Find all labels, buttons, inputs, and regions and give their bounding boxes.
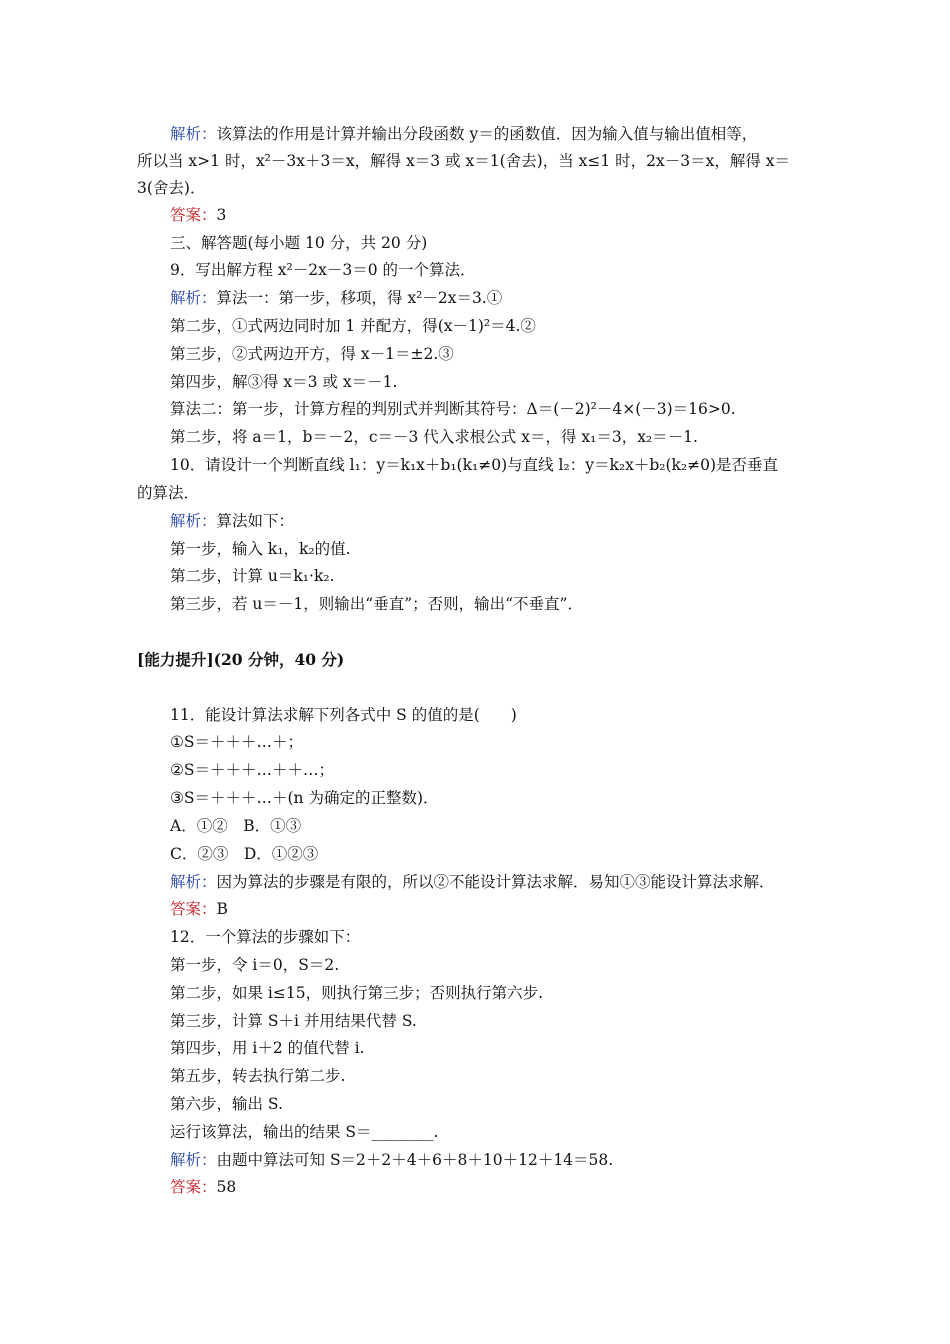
question-9 <box>170 260 476 280</box>
analysis-label: 解析： <box>170 1151 217 1169</box>
answer-line <box>170 205 226 225</box>
section-heading <box>170 233 427 253</box>
analysis-label: 解析： <box>170 512 217 530</box>
line-text: 算法如下： <box>216 512 295 530</box>
analysis-label: 解析： <box>170 873 217 891</box>
line-text: 9．写出解方程 x²－2x－3＝0 的一个算法． <box>170 261 476 279</box>
answer-value: B <box>216 900 228 918</box>
line-text: 第二步，将 a＝1，b＝－2，c＝－3 代入求根公式 x＝，得 x₁＝3，x₂＝－1. <box>170 428 698 446</box>
line-text: 第四步，用 i＋2 的值代替 i. <box>170 1039 365 1057</box>
answer-label: 答案： <box>170 206 217 224</box>
analysis-line <box>170 1150 613 1170</box>
line-text: C．②③ D．①②③ <box>170 845 319 863</box>
choice-line <box>170 816 301 836</box>
line-text: A．①② B．①③ <box>170 817 302 835</box>
line-text: 第一步，输入 k₁，k₂的值. <box>170 540 351 558</box>
step-line <box>170 372 397 392</box>
question-11 <box>170 705 517 725</box>
line-text: 该算法的作用是计算并输出分段函数 y＝的函数值．因为输入值与输出值相等， <box>216 125 758 143</box>
analysis-label: 解析： <box>170 289 217 307</box>
line-text: 3(舍去)． <box>137 179 206 197</box>
line-text: 第三步，若 u＝－1，则输出“垂直”；否则，输出“不垂直”． <box>170 595 583 613</box>
line-text: 由题中算法可知 S＝2＋2＋4＋6＋8＋10＋12＋14＝58. <box>216 1151 614 1169</box>
line-text: ②S＝＋＋＋…＋＋…； <box>170 761 335 779</box>
line-text: 算法二：第一步，计算方程的判别式并判断其符号：Δ＝(－2)²－4×(－3)＝16>0. <box>170 400 736 418</box>
step-line <box>170 983 543 1003</box>
step-line <box>170 1011 417 1031</box>
line-text: 第三步，计算 S＋i 并用结果代替 S. <box>170 1012 417 1030</box>
fill-blank-line <box>170 1122 438 1142</box>
analysis-paragraph-1 <box>170 124 757 144</box>
line-text: 运行该算法，输出的结果 S＝________. <box>170 1123 439 1141</box>
line-text: 第三步，②式两边开方，得 x－1＝±2.③ <box>170 345 454 363</box>
analysis-line <box>170 288 502 308</box>
step-line <box>170 344 454 364</box>
step-line <box>170 427 698 447</box>
answer-line <box>170 1177 236 1197</box>
text-line <box>137 151 790 171</box>
step-line <box>170 594 583 614</box>
answer-line <box>170 899 228 919</box>
line-text: 10．请设计一个判断直线 l₁：y＝k₁x＋b₁(k₁≠0)与直线 l₂：y＝k₂x＋b₂(k₂≠0)是否垂直 <box>170 456 778 474</box>
line-text: 第二步，如果 i≤15，则执行第三步；否则执行第六步. <box>170 984 544 1002</box>
step-line <box>170 539 351 559</box>
option-line <box>170 788 439 808</box>
line-text: 的算法． <box>137 484 200 502</box>
line-text: 三、解答题(每小题 10 分，共 20 分) <box>170 234 428 252</box>
analysis-line <box>170 511 294 531</box>
line-text: 第二步，①式两边同时加 1 并配方，得(x－1)²＝4.② <box>170 317 536 335</box>
step-line <box>170 1066 345 1086</box>
line-text: 第一步，令 i＝0，S＝2. <box>170 956 340 974</box>
line-text: 12．一个算法的步骤如下： <box>170 928 361 946</box>
line-text: 11．能设计算法求解下列各式中 S 的值的是( ) <box>170 706 517 724</box>
line-text: 第六步，输出 S. <box>170 1095 283 1113</box>
answer-value: 58 <box>216 1178 237 1196</box>
text-line <box>137 483 199 503</box>
question-12 <box>170 927 360 947</box>
step-line <box>170 399 736 419</box>
answer-label: 答案： <box>170 1178 217 1196</box>
line-text: 第五步，转去执行第二步. <box>170 1067 346 1085</box>
line-text: 第四步，解③得 x＝3 或 x＝－1. <box>170 373 398 391</box>
text-line <box>137 178 205 198</box>
line-text: [能力提升](20 分钟，40 分) <box>137 650 345 669</box>
analysis-label: 解析： <box>170 125 217 143</box>
step-line <box>170 955 339 975</box>
section-heading-bold <box>137 650 344 670</box>
line-text: 因为算法的步骤是有限的，所以②不能设计算法求解．易知①③能设计算法求解． <box>216 873 775 891</box>
choice-line <box>170 844 318 864</box>
analysis-line <box>170 872 775 892</box>
question-10 <box>170 455 778 475</box>
line-text: 所以当 x>1 时，x²－3x＋3＝x，解得 x＝3 或 x＝1(舍去)，当 x≤1 时，2x－3＝x，解得 x＝ <box>137 152 791 170</box>
option-line <box>170 732 303 752</box>
line-text: ①S＝＋＋＋…＋； <box>170 733 304 751</box>
line-text: 算法一：第一步，移项，得 x²－2x＝3.① <box>216 289 503 307</box>
option-line <box>170 760 334 780</box>
step-line <box>170 1038 365 1058</box>
answer-value: 3 <box>216 206 227 224</box>
line-text: 第二步，计算 u＝k₁·k₂. <box>170 567 335 585</box>
answer-label: 答案： <box>170 900 217 918</box>
step-line <box>170 316 536 336</box>
line-text: ③S＝＋＋＋…＋(n 为确定的正整数)． <box>170 789 439 807</box>
step-line <box>170 1094 283 1114</box>
step-line <box>170 566 334 586</box>
